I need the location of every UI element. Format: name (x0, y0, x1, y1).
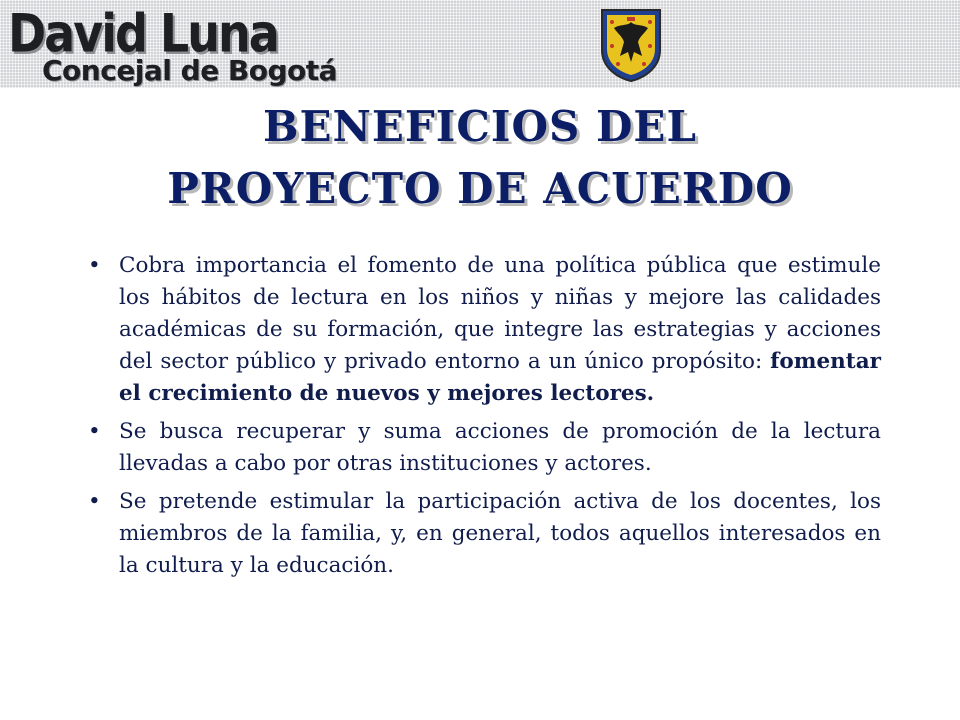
slide-title-line-2: PROYECTO DE ACUERDO (167, 164, 793, 213)
bullet-item-3 (84, 486, 881, 582)
brand-name: David Luna (8, 2, 278, 65)
bullet-text: Se busca recuperar y suma acciones de promoción de la lectura llevadas a cabo por otras instituciones y actores. (119, 419, 881, 476)
header-banner (0, 0, 960, 88)
slide-title-line-1: BENEFICIOS DEL (263, 102, 697, 151)
bullet-dot-icon: • (88, 489, 101, 514)
bullet-dot-icon: • (88, 253, 101, 278)
bullet-item-2 (84, 416, 881, 480)
bullet-dot-icon: • (88, 419, 101, 444)
bullet-list (84, 250, 881, 588)
bullet-text: Se pretende estimular la participación activa de los docentes, los miembros de la familia, y, en general, todos aquellos interesados en la cultura y la educación. (119, 489, 881, 578)
bullet-bold-text: fomentar el crecimiento de nuevos y mejores lectores. (119, 349, 881, 406)
bogota-coat-of-arms-icon (598, 6, 664, 82)
brand-subtitle: Concejal de Bogotá (42, 54, 338, 87)
bullet-text: Cobra importancia el fomento de una política pública que estimule los hábitos de lectura en los niños y niñas y mejore las calidades académicas de su formación, que integre las estrategias y acciones del sector público y privado entorno a un único propósito: (119, 253, 881, 374)
slide-title (0, 96, 960, 220)
bullet-item-1 (84, 250, 881, 410)
